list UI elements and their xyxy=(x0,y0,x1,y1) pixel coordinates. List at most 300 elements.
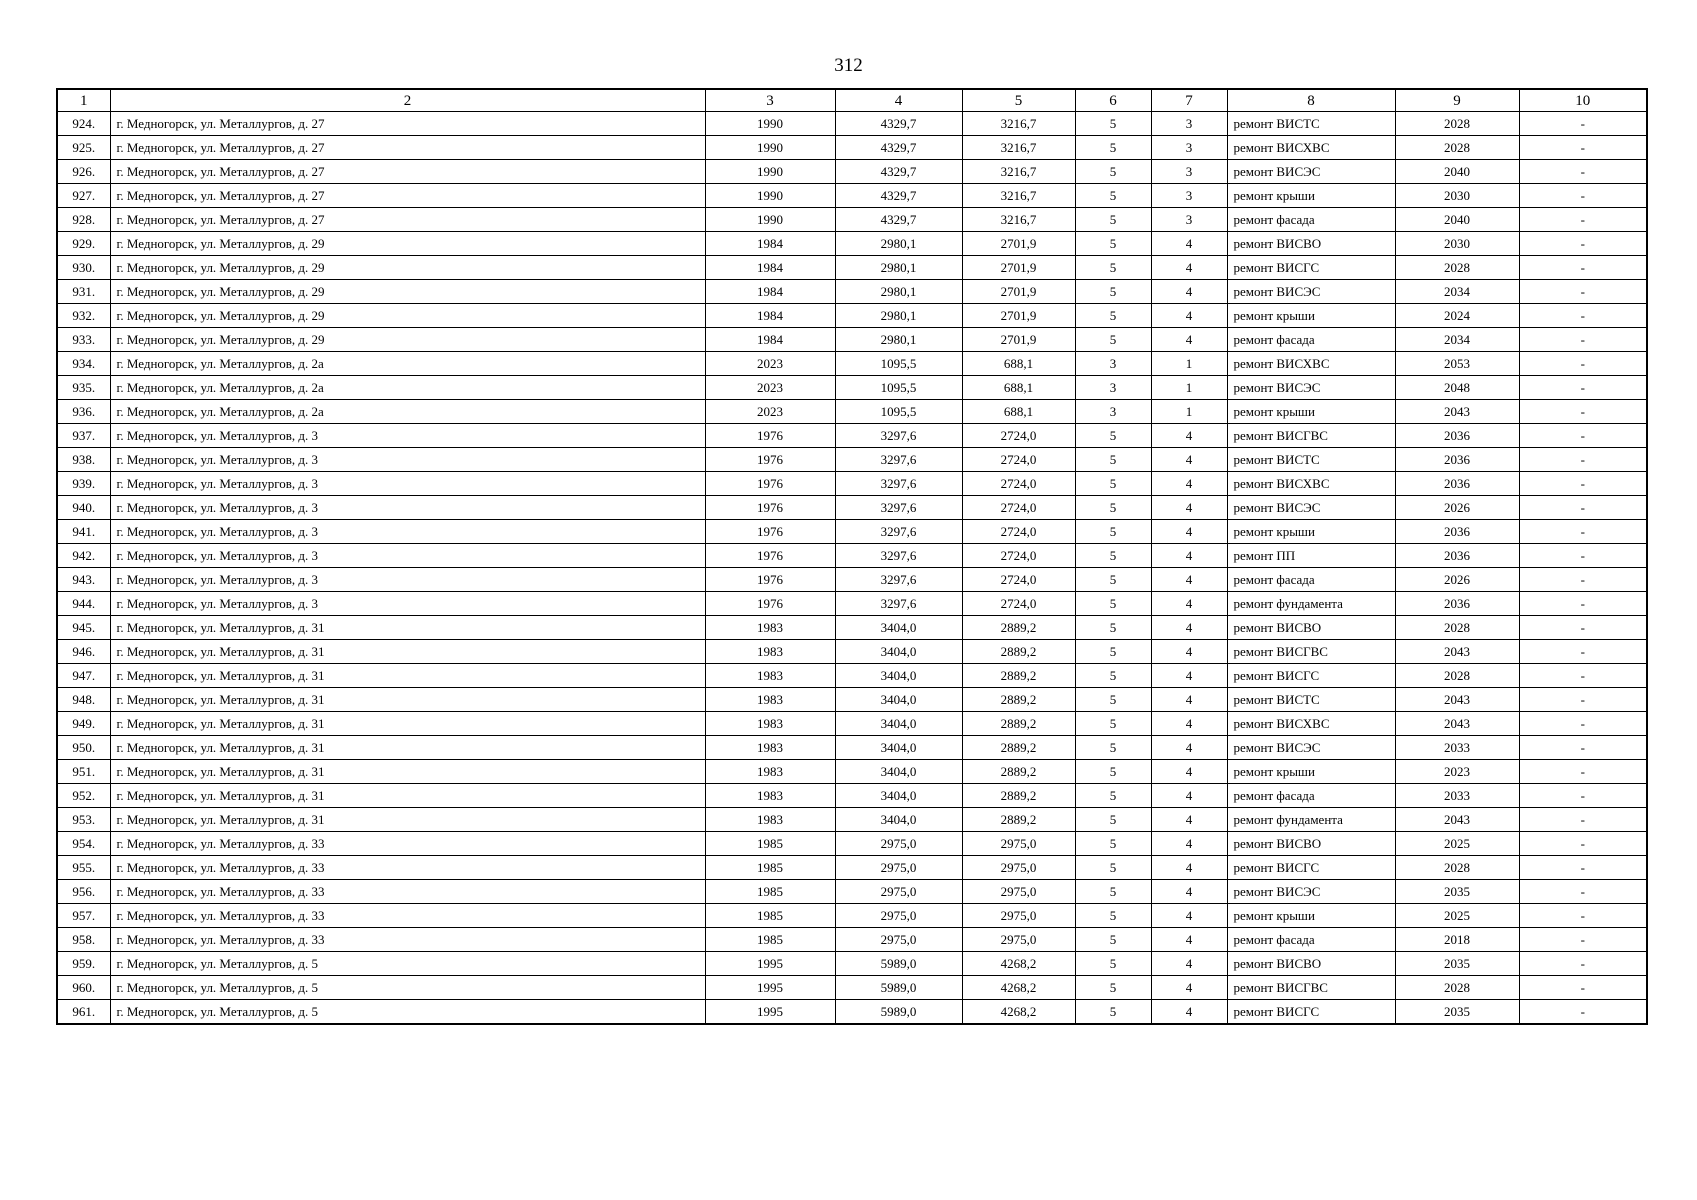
cell-work-type: ремонт ВИСГВС xyxy=(1227,424,1395,448)
column-header-2: 2 xyxy=(110,89,705,112)
cell-total-area: 2975,0 xyxy=(835,832,962,856)
cell-total-area: 3404,0 xyxy=(835,808,962,832)
cell-total-area: 5989,0 xyxy=(835,1000,962,1025)
cell-living-area: 2724,0 xyxy=(962,520,1075,544)
cell-note: - xyxy=(1519,208,1647,232)
cell-note: - xyxy=(1519,952,1647,976)
cell-work-type: ремонт ВИСХВС xyxy=(1227,712,1395,736)
cell-entrances: 4 xyxy=(1151,280,1227,304)
cell-work-type: ремонт фасада xyxy=(1227,568,1395,592)
cell-floors: 5 xyxy=(1075,136,1151,160)
cell-planned-year: 2026 xyxy=(1395,568,1519,592)
cell-living-area: 4268,2 xyxy=(962,952,1075,976)
cell-row-number: 927. xyxy=(57,184,110,208)
cell-living-area: 4268,2 xyxy=(962,1000,1075,1025)
cell-year-built: 1983 xyxy=(705,616,835,640)
cell-address: г. Медногорск, ул. Металлургов, д. 29 xyxy=(110,328,705,352)
cell-address: г. Медногорск, ул. Металлургов, д. 3 xyxy=(110,544,705,568)
cell-total-area: 3297,6 xyxy=(835,592,962,616)
cell-floors: 3 xyxy=(1075,400,1151,424)
cell-address: г. Медногорск, ул. Металлургов, д. 3 xyxy=(110,424,705,448)
cell-note: - xyxy=(1519,136,1647,160)
cell-entrances: 4 xyxy=(1151,568,1227,592)
cell-planned-year: 2036 xyxy=(1395,544,1519,568)
cell-work-type: ремонт фасада xyxy=(1227,208,1395,232)
cell-planned-year: 2043 xyxy=(1395,400,1519,424)
cell-living-area: 2889,2 xyxy=(962,808,1075,832)
cell-planned-year: 2043 xyxy=(1395,688,1519,712)
cell-entrances: 4 xyxy=(1151,520,1227,544)
cell-living-area: 2724,0 xyxy=(962,472,1075,496)
cell-floors: 5 xyxy=(1075,616,1151,640)
cell-entrances: 1 xyxy=(1151,376,1227,400)
cell-planned-year: 2036 xyxy=(1395,520,1519,544)
cell-total-area: 5989,0 xyxy=(835,976,962,1000)
table-row xyxy=(57,184,1647,208)
cell-year-built: 1985 xyxy=(705,832,835,856)
cell-entrances: 3 xyxy=(1151,208,1227,232)
cell-floors: 5 xyxy=(1075,880,1151,904)
cell-entrances: 4 xyxy=(1151,592,1227,616)
cell-work-type: ремонт крыши xyxy=(1227,904,1395,928)
cell-planned-year: 2028 xyxy=(1395,256,1519,280)
cell-entrances: 4 xyxy=(1151,976,1227,1000)
cell-planned-year: 2035 xyxy=(1395,1000,1519,1025)
cell-floors: 5 xyxy=(1075,688,1151,712)
column-header-8: 8 xyxy=(1227,89,1395,112)
cell-living-area: 2724,0 xyxy=(962,568,1075,592)
cell-floors: 5 xyxy=(1075,976,1151,1000)
cell-row-number: 940. xyxy=(57,496,110,520)
cell-row-number: 925. xyxy=(57,136,110,160)
cell-total-area: 1095,5 xyxy=(835,400,962,424)
cell-work-type: ремонт ВИСХВС xyxy=(1227,136,1395,160)
cell-entrances: 4 xyxy=(1151,784,1227,808)
cell-row-number: 950. xyxy=(57,736,110,760)
cell-living-area: 2701,9 xyxy=(962,280,1075,304)
cell-entrances: 1 xyxy=(1151,400,1227,424)
cell-total-area: 2980,1 xyxy=(835,232,962,256)
cell-address: г. Медногорск, ул. Металлургов, д. 29 xyxy=(110,304,705,328)
cell-planned-year: 2034 xyxy=(1395,328,1519,352)
cell-floors: 5 xyxy=(1075,448,1151,472)
cell-work-type: ремонт ПП xyxy=(1227,544,1395,568)
cell-total-area: 4329,7 xyxy=(835,112,962,136)
table-row xyxy=(57,688,1647,712)
cell-address: г. Медногорск, ул. Металлургов, д. 27 xyxy=(110,208,705,232)
cell-total-area: 3404,0 xyxy=(835,688,962,712)
cell-entrances: 4 xyxy=(1151,832,1227,856)
cell-year-built: 1976 xyxy=(705,520,835,544)
cell-row-number: 934. xyxy=(57,352,110,376)
cell-total-area: 3297,6 xyxy=(835,520,962,544)
table-row xyxy=(57,472,1647,496)
cell-row-number: 953. xyxy=(57,808,110,832)
cell-note: - xyxy=(1519,544,1647,568)
cell-row-number: 954. xyxy=(57,832,110,856)
cell-row-number: 961. xyxy=(57,1000,110,1025)
table-row xyxy=(57,400,1647,424)
cell-year-built: 1984 xyxy=(705,328,835,352)
cell-planned-year: 2025 xyxy=(1395,832,1519,856)
column-header-1: 1 xyxy=(57,89,110,112)
cell-note: - xyxy=(1519,856,1647,880)
cell-entrances: 3 xyxy=(1151,136,1227,160)
table-row xyxy=(57,304,1647,328)
cell-work-type: ремонт крыши xyxy=(1227,184,1395,208)
cell-planned-year: 2030 xyxy=(1395,184,1519,208)
cell-row-number: 951. xyxy=(57,760,110,784)
table-row xyxy=(57,448,1647,472)
cell-work-type: ремонт ВИСГВС xyxy=(1227,640,1395,664)
cell-entrances: 4 xyxy=(1151,1000,1227,1025)
cell-total-area: 2975,0 xyxy=(835,928,962,952)
cell-total-area: 4329,7 xyxy=(835,208,962,232)
cell-planned-year: 2023 xyxy=(1395,760,1519,784)
cell-living-area: 2889,2 xyxy=(962,736,1075,760)
cell-total-area: 4329,7 xyxy=(835,160,962,184)
cell-planned-year: 2040 xyxy=(1395,208,1519,232)
cell-row-number: 952. xyxy=(57,784,110,808)
cell-work-type: ремонт крыши xyxy=(1227,760,1395,784)
cell-planned-year: 2028 xyxy=(1395,616,1519,640)
repair-schedule-table xyxy=(56,88,1648,1025)
table-row xyxy=(57,712,1647,736)
cell-planned-year: 2033 xyxy=(1395,784,1519,808)
cell-total-area: 2980,1 xyxy=(835,256,962,280)
cell-total-area: 3404,0 xyxy=(835,664,962,688)
cell-living-area: 2724,0 xyxy=(962,496,1075,520)
cell-entrances: 4 xyxy=(1151,232,1227,256)
cell-floors: 5 xyxy=(1075,760,1151,784)
cell-floors: 5 xyxy=(1075,784,1151,808)
cell-row-number: 960. xyxy=(57,976,110,1000)
cell-row-number: 946. xyxy=(57,640,110,664)
table-row xyxy=(57,952,1647,976)
cell-year-built: 1976 xyxy=(705,424,835,448)
cell-address: г. Медногорск, ул. Металлургов, д. 33 xyxy=(110,832,705,856)
cell-note: - xyxy=(1519,496,1647,520)
cell-work-type: ремонт ВИСВО xyxy=(1227,952,1395,976)
cell-year-built: 1984 xyxy=(705,232,835,256)
cell-planned-year: 2048 xyxy=(1395,376,1519,400)
cell-address: г. Медногорск, ул. Металлургов, д. 3 xyxy=(110,592,705,616)
table-row xyxy=(57,976,1647,1000)
cell-total-area: 2980,1 xyxy=(835,304,962,328)
cell-entrances: 4 xyxy=(1151,448,1227,472)
cell-note: - xyxy=(1519,736,1647,760)
cell-floors: 5 xyxy=(1075,928,1151,952)
cell-floors: 5 xyxy=(1075,1000,1151,1025)
table-row xyxy=(57,592,1647,616)
cell-living-area: 3216,7 xyxy=(962,112,1075,136)
cell-living-area: 2889,2 xyxy=(962,664,1075,688)
cell-planned-year: 2036 xyxy=(1395,472,1519,496)
cell-row-number: 945. xyxy=(57,616,110,640)
cell-floors: 5 xyxy=(1075,592,1151,616)
table-row xyxy=(57,424,1647,448)
cell-row-number: 929. xyxy=(57,232,110,256)
table-row xyxy=(57,640,1647,664)
cell-year-built: 1990 xyxy=(705,184,835,208)
cell-total-area: 2980,1 xyxy=(835,280,962,304)
table-row xyxy=(57,280,1647,304)
table-row xyxy=(57,496,1647,520)
table-row xyxy=(57,376,1647,400)
cell-entrances: 3 xyxy=(1151,112,1227,136)
cell-living-area: 2701,9 xyxy=(962,232,1075,256)
column-header-4: 4 xyxy=(835,89,962,112)
cell-work-type: ремонт ВИСВО xyxy=(1227,616,1395,640)
cell-floors: 5 xyxy=(1075,904,1151,928)
cell-address: г. Медногорск, ул. Металлургов, д. 5 xyxy=(110,976,705,1000)
cell-year-built: 1983 xyxy=(705,784,835,808)
cell-year-built: 1976 xyxy=(705,448,835,472)
cell-address: г. Медногорск, ул. Металлургов, д. 31 xyxy=(110,616,705,640)
column-header-10: 10 xyxy=(1519,89,1647,112)
cell-work-type: ремонт ВИСЭС xyxy=(1227,736,1395,760)
cell-work-type: ремонт ВИСГС xyxy=(1227,256,1395,280)
table-row xyxy=(57,760,1647,784)
cell-entrances: 4 xyxy=(1151,688,1227,712)
cell-living-area: 2889,2 xyxy=(962,616,1075,640)
cell-year-built: 1983 xyxy=(705,664,835,688)
table-row xyxy=(57,664,1647,688)
cell-entrances: 4 xyxy=(1151,424,1227,448)
cell-entrances: 4 xyxy=(1151,496,1227,520)
cell-living-area: 2975,0 xyxy=(962,880,1075,904)
cell-row-number: 935. xyxy=(57,376,110,400)
cell-year-built: 1995 xyxy=(705,952,835,976)
table-row xyxy=(57,232,1647,256)
cell-row-number: 956. xyxy=(57,880,110,904)
cell-address: г. Медногорск, ул. Металлургов, д. 2а xyxy=(110,376,705,400)
table-row xyxy=(57,616,1647,640)
cell-note: - xyxy=(1519,472,1647,496)
cell-row-number: 955. xyxy=(57,856,110,880)
table-row xyxy=(57,808,1647,832)
cell-year-built: 1984 xyxy=(705,280,835,304)
cell-living-area: 2889,2 xyxy=(962,760,1075,784)
cell-floors: 5 xyxy=(1075,112,1151,136)
cell-address: г. Медногорск, ул. Металлургов, д. 3 xyxy=(110,520,705,544)
cell-floors: 5 xyxy=(1075,952,1151,976)
cell-planned-year: 2018 xyxy=(1395,928,1519,952)
cell-floors: 5 xyxy=(1075,472,1151,496)
cell-year-built: 1995 xyxy=(705,1000,835,1025)
cell-address: г. Медногорск, ул. Металлургов, д. 31 xyxy=(110,712,705,736)
cell-note: - xyxy=(1519,256,1647,280)
cell-floors: 5 xyxy=(1075,736,1151,760)
table-row xyxy=(57,136,1647,160)
cell-living-area: 2889,2 xyxy=(962,784,1075,808)
cell-entrances: 4 xyxy=(1151,664,1227,688)
column-header-6: 6 xyxy=(1075,89,1151,112)
cell-floors: 5 xyxy=(1075,232,1151,256)
cell-floors: 5 xyxy=(1075,208,1151,232)
cell-total-area: 3404,0 xyxy=(835,760,962,784)
cell-work-type: ремонт ВИСЭС xyxy=(1227,880,1395,904)
cell-note: - xyxy=(1519,400,1647,424)
table-row xyxy=(57,208,1647,232)
cell-planned-year: 2028 xyxy=(1395,976,1519,1000)
table-header xyxy=(57,89,1647,112)
cell-note: - xyxy=(1519,448,1647,472)
cell-total-area: 1095,5 xyxy=(835,352,962,376)
cell-entrances: 4 xyxy=(1151,880,1227,904)
cell-floors: 5 xyxy=(1075,712,1151,736)
cell-planned-year: 2026 xyxy=(1395,496,1519,520)
table-row xyxy=(57,256,1647,280)
cell-note: - xyxy=(1519,712,1647,736)
cell-floors: 5 xyxy=(1075,184,1151,208)
cell-year-built: 1983 xyxy=(705,736,835,760)
cell-note: - xyxy=(1519,568,1647,592)
cell-year-built: 1976 xyxy=(705,568,835,592)
cell-year-built: 2023 xyxy=(705,352,835,376)
cell-row-number: 939. xyxy=(57,472,110,496)
header-row xyxy=(57,89,1647,112)
column-header-5: 5 xyxy=(962,89,1075,112)
cell-year-built: 1985 xyxy=(705,880,835,904)
cell-entrances: 1 xyxy=(1151,352,1227,376)
cell-living-area: 2724,0 xyxy=(962,448,1075,472)
cell-living-area: 2724,0 xyxy=(962,544,1075,568)
cell-planned-year: 2053 xyxy=(1395,352,1519,376)
cell-address: г. Медногорск, ул. Металлургов, д. 5 xyxy=(110,952,705,976)
cell-year-built: 1984 xyxy=(705,304,835,328)
cell-work-type: ремонт ВИСГВС xyxy=(1227,976,1395,1000)
table-row xyxy=(57,544,1647,568)
cell-note: - xyxy=(1519,760,1647,784)
cell-entrances: 4 xyxy=(1151,928,1227,952)
cell-total-area: 3404,0 xyxy=(835,712,962,736)
cell-total-area: 2980,1 xyxy=(835,328,962,352)
column-header-7: 7 xyxy=(1151,89,1227,112)
cell-year-built: 1983 xyxy=(705,712,835,736)
cell-address: г. Медногорск, ул. Металлургов, д. 33 xyxy=(110,880,705,904)
cell-row-number: 932. xyxy=(57,304,110,328)
cell-planned-year: 2024 xyxy=(1395,304,1519,328)
table-row xyxy=(57,880,1647,904)
cell-living-area: 4268,2 xyxy=(962,976,1075,1000)
cell-row-number: 933. xyxy=(57,328,110,352)
cell-address: г. Медногорск, ул. Металлургов, д. 33 xyxy=(110,856,705,880)
cell-note: - xyxy=(1519,184,1647,208)
cell-address: г. Медногорск, ул. Металлургов, д. 2а xyxy=(110,352,705,376)
cell-note: - xyxy=(1519,664,1647,688)
cell-year-built: 1976 xyxy=(705,472,835,496)
cell-work-type: ремонт ВИСЭС xyxy=(1227,496,1395,520)
cell-living-area: 2724,0 xyxy=(962,424,1075,448)
cell-note: - xyxy=(1519,352,1647,376)
table-row xyxy=(57,736,1647,760)
cell-note: - xyxy=(1519,376,1647,400)
cell-planned-year: 2035 xyxy=(1395,880,1519,904)
cell-living-area: 2701,9 xyxy=(962,256,1075,280)
cell-year-built: 1976 xyxy=(705,496,835,520)
cell-entrances: 4 xyxy=(1151,640,1227,664)
cell-row-number: 948. xyxy=(57,688,110,712)
cell-entrances: 4 xyxy=(1151,904,1227,928)
cell-note: - xyxy=(1519,328,1647,352)
cell-entrances: 4 xyxy=(1151,712,1227,736)
cell-living-area: 2975,0 xyxy=(962,904,1075,928)
cell-planned-year: 2028 xyxy=(1395,136,1519,160)
cell-entrances: 4 xyxy=(1151,256,1227,280)
cell-row-number: 942. xyxy=(57,544,110,568)
cell-planned-year: 2036 xyxy=(1395,592,1519,616)
cell-work-type: ремонт ВИСЭС xyxy=(1227,376,1395,400)
cell-entrances: 4 xyxy=(1151,952,1227,976)
cell-row-number: 936. xyxy=(57,400,110,424)
cell-work-type: ремонт фундамента xyxy=(1227,592,1395,616)
cell-address: г. Медногорск, ул. Металлургов, д. 31 xyxy=(110,688,705,712)
column-header-9: 9 xyxy=(1395,89,1519,112)
cell-note: - xyxy=(1519,592,1647,616)
cell-address: г. Медногорск, ул. Металлургов, д. 3 xyxy=(110,496,705,520)
table-row xyxy=(57,568,1647,592)
cell-note: - xyxy=(1519,928,1647,952)
cell-note: - xyxy=(1519,832,1647,856)
cell-entrances: 4 xyxy=(1151,616,1227,640)
cell-note: - xyxy=(1519,688,1647,712)
table-row xyxy=(57,352,1647,376)
cell-work-type: ремонт ВИСВО xyxy=(1227,832,1395,856)
cell-floors: 5 xyxy=(1075,424,1151,448)
cell-entrances: 4 xyxy=(1151,304,1227,328)
cell-address: г. Медногорск, ул. Металлургов, д. 31 xyxy=(110,640,705,664)
cell-work-type: ремонт ВИСГС xyxy=(1227,1000,1395,1025)
table-row xyxy=(57,832,1647,856)
cell-floors: 5 xyxy=(1075,280,1151,304)
cell-work-type: ремонт фундамента xyxy=(1227,808,1395,832)
cell-living-area: 688,1 xyxy=(962,376,1075,400)
cell-work-type: ремонт крыши xyxy=(1227,400,1395,424)
cell-work-type: ремонт ВИСТС xyxy=(1227,112,1395,136)
cell-total-area: 3404,0 xyxy=(835,616,962,640)
cell-year-built: 1976 xyxy=(705,544,835,568)
page-number: 312 xyxy=(834,55,863,76)
cell-floors: 5 xyxy=(1075,328,1151,352)
cell-address: г. Медногорск, ул. Металлургов, д. 33 xyxy=(110,928,705,952)
cell-address: г. Медногорск, ул. Металлургов, д. 2а xyxy=(110,400,705,424)
cell-note: - xyxy=(1519,424,1647,448)
cell-work-type: ремонт ВИСТС xyxy=(1227,448,1395,472)
cell-address: г. Медногорск, ул. Металлургов, д. 3 xyxy=(110,568,705,592)
table-row xyxy=(57,112,1647,136)
cell-floors: 5 xyxy=(1075,520,1151,544)
cell-total-area: 2975,0 xyxy=(835,904,962,928)
cell-total-area: 3297,6 xyxy=(835,424,962,448)
cell-address: г. Медногорск, ул. Металлургов, д. 27 xyxy=(110,184,705,208)
cell-year-built: 1984 xyxy=(705,256,835,280)
cell-address: г. Медногорск, ул. Металлургов, д. 31 xyxy=(110,808,705,832)
cell-total-area: 3297,6 xyxy=(835,568,962,592)
cell-total-area: 3404,0 xyxy=(835,784,962,808)
cell-living-area: 2975,0 xyxy=(962,928,1075,952)
cell-living-area: 2975,0 xyxy=(962,856,1075,880)
cell-total-area: 3404,0 xyxy=(835,640,962,664)
cell-total-area: 3404,0 xyxy=(835,736,962,760)
cell-row-number: 926. xyxy=(57,160,110,184)
cell-total-area: 3297,6 xyxy=(835,544,962,568)
cell-total-area: 4329,7 xyxy=(835,136,962,160)
cell-living-area: 2975,0 xyxy=(962,832,1075,856)
cell-year-built: 1985 xyxy=(705,928,835,952)
cell-address: г. Медногорск, ул. Металлургов, д. 31 xyxy=(110,760,705,784)
cell-address: г. Медногорск, ул. Металлургов, д. 31 xyxy=(110,736,705,760)
